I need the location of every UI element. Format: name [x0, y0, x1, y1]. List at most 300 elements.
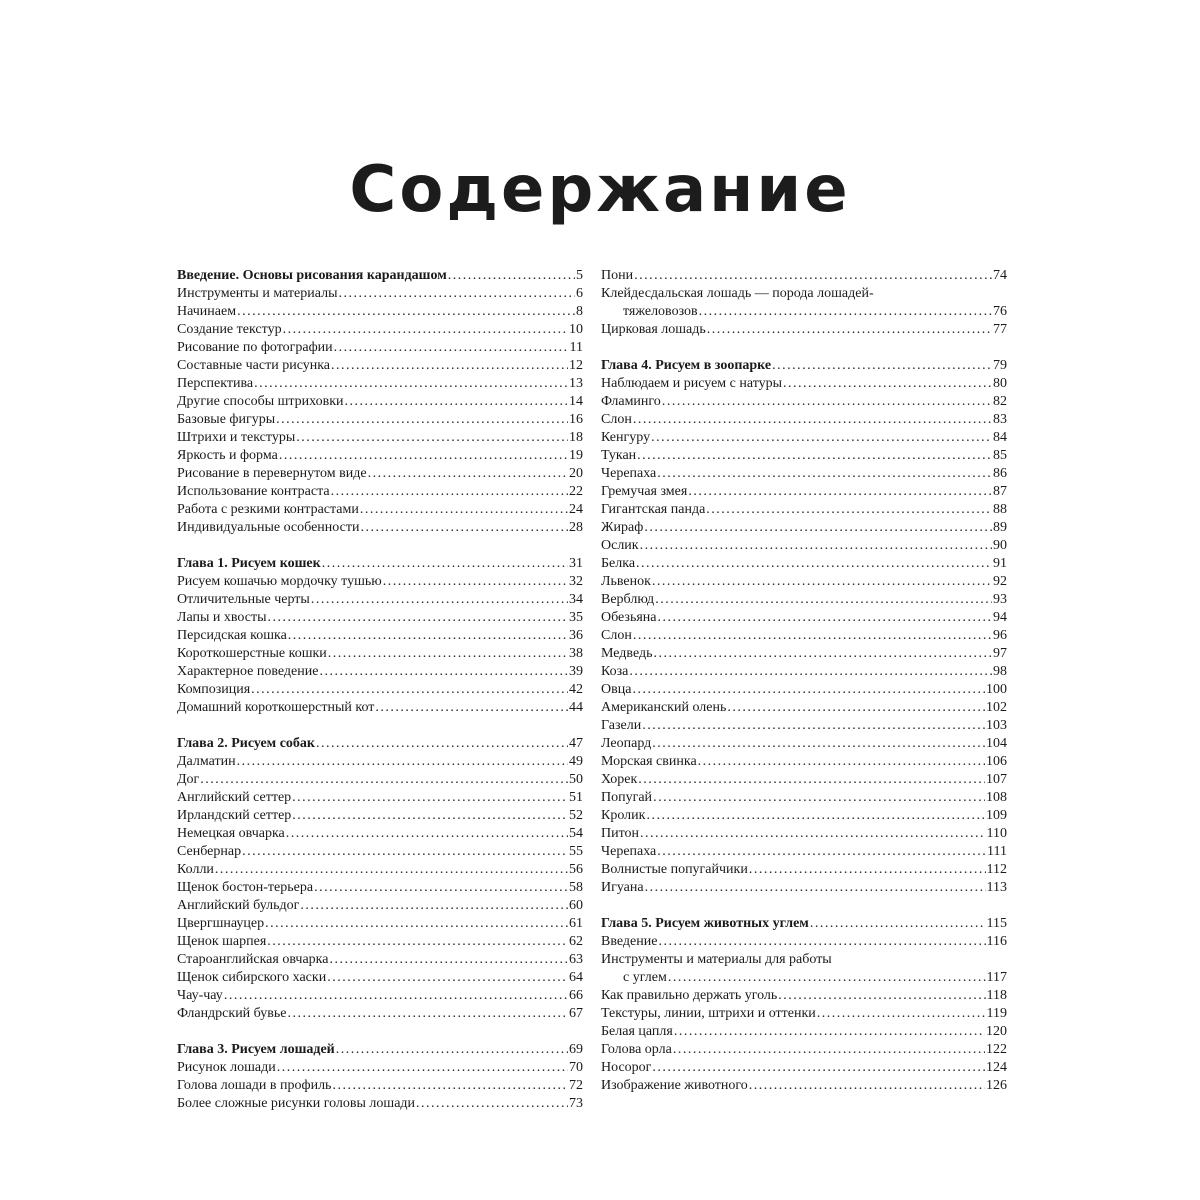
toc-section	[601, 357, 1007, 897]
toc-entry[interactable]	[601, 771, 1007, 789]
toc-entry-label: Текстуры, линии, штрихи и оттенки	[601, 1006, 816, 1021]
toc-entry[interactable]	[601, 1077, 1007, 1095]
toc-entry[interactable]	[601, 1005, 1007, 1023]
toc-entry[interactable]	[601, 717, 1007, 735]
toc-entry-label: Английский сеттер	[177, 790, 292, 805]
toc-leader-dots	[336, 1041, 568, 1059]
toc-page-number: 11	[569, 340, 583, 355]
toc-entry[interactable]	[177, 807, 583, 825]
toc-leader-dots	[331, 483, 568, 501]
toc-page-number: 74	[993, 268, 1007, 283]
toc-entry-label: Рисунок лошади	[177, 1060, 276, 1075]
toc-leader-dots	[817, 1005, 986, 1023]
toc-entry[interactable]	[177, 285, 583, 303]
toc-entry[interactable]	[177, 879, 583, 897]
toc-entry-label: Белка	[601, 556, 636, 571]
toc-page-number: 120	[986, 1024, 1007, 1039]
toc-entry[interactable]	[601, 987, 1007, 1005]
toc-page-number: 49	[569, 754, 583, 769]
toc-entry[interactable]	[177, 1077, 583, 1095]
toc-entry[interactable]	[177, 915, 583, 933]
toc-page-number: 89	[993, 520, 1007, 535]
toc-page-number: 110	[986, 826, 1007, 841]
toc-entry[interactable]	[601, 375, 1007, 393]
toc-page-number: 35	[569, 610, 583, 625]
toc-entry-label: Цирковая лошадь	[601, 322, 706, 337]
toc-right-column	[601, 267, 1007, 1113]
toc-entry[interactable]	[601, 663, 1007, 681]
page-title: Содержание	[349, 153, 851, 227]
toc-entry-label: Цвергшнауцер	[177, 916, 265, 931]
toc-leader-dots	[657, 465, 992, 483]
toc-entry-label: Глава 3. Рисуем лошадей	[177, 1042, 335, 1057]
toc-leader-dots	[360, 501, 568, 519]
toc-leader-dots	[658, 609, 993, 627]
toc-entry[interactable]	[177, 681, 583, 699]
toc-leader-dots	[633, 627, 992, 645]
toc-entry-label: Как правильно держать уголь	[601, 988, 778, 1003]
toc-entry[interactable]	[177, 987, 583, 1005]
toc-page-number: 56	[569, 862, 583, 877]
toc-page-number: 50	[569, 772, 583, 787]
toc-entry-label: Далматин	[177, 754, 236, 769]
toc-entry-label: Щенок шарпея	[177, 934, 267, 949]
toc-page-number: 112	[986, 862, 1007, 877]
toc-entry[interactable]	[177, 519, 583, 537]
toc-entry[interactable]	[177, 357, 583, 375]
toc-page-number: 102	[986, 700, 1007, 715]
toc-entry[interactable]	[177, 339, 583, 357]
toc-entry[interactable]	[601, 465, 1007, 483]
toc-entry[interactable]	[601, 789, 1007, 807]
toc-leader-dots	[311, 591, 568, 609]
toc-entry[interactable]	[177, 951, 583, 969]
toc-leader-dots	[200, 771, 568, 789]
toc-page-number: 103	[986, 718, 1007, 733]
toc-entry-label: Индивидуальные особенности	[177, 520, 360, 535]
toc-leader-dots	[673, 1041, 985, 1059]
toc-page-number: 88	[993, 502, 1007, 517]
toc-entry-label: Глава 5. Рисуем животных углем	[601, 916, 809, 931]
toc-chapter-entry[interactable]	[177, 267, 583, 285]
toc-entry[interactable]	[177, 969, 583, 987]
toc-leader-dots	[698, 753, 985, 771]
toc-entry[interactable]	[177, 429, 583, 447]
toc-page-number: 44	[569, 700, 583, 715]
toc-page-number: 93	[993, 592, 1007, 607]
toc-leader-dots	[652, 1059, 985, 1077]
toc-entry-label: Клейдесдальская лошадь — порода лошадей-	[601, 286, 874, 301]
toc-leader-dots	[634, 267, 992, 285]
toc-entry[interactable]	[601, 429, 1007, 447]
toc-entry[interactable]	[177, 699, 583, 717]
toc-entry-label: Базовые фигуры	[177, 412, 276, 427]
toc-page-number: 62	[569, 934, 583, 949]
toc-leader-dots	[268, 609, 568, 627]
toc-page-number: 63	[569, 952, 583, 967]
toc-entry-label: Английский бульдог	[177, 898, 300, 913]
toc-entry-label: Композиция	[177, 682, 251, 697]
toc-leader-dots	[286, 825, 568, 843]
toc-entry[interactable]	[601, 501, 1007, 519]
toc-page-number: 86	[993, 466, 1007, 481]
toc-entry[interactable]	[601, 933, 1007, 951]
toc-entry-label: Носорог	[601, 1060, 652, 1075]
toc-entry[interactable]	[601, 681, 1007, 699]
toc-entry-label: Немецкая овчарка	[177, 826, 285, 841]
toc-entry-label: Гремучая змея	[601, 484, 688, 499]
toc-section	[601, 915, 1007, 1095]
toc-page-number: 42	[569, 682, 583, 697]
toc-leader-dots	[783, 375, 992, 393]
toc-leader-dots	[652, 573, 992, 591]
toc-section	[177, 735, 583, 1023]
toc-leader-dots	[662, 393, 992, 411]
toc-entry[interactable]	[601, 591, 1007, 609]
toc-entry[interactable]	[177, 573, 583, 591]
toc-entry-label: Колли	[177, 862, 214, 877]
toc-leader-dots	[345, 393, 568, 411]
toc-page-number: 116	[986, 934, 1007, 949]
toc-page-number: 10	[569, 322, 583, 337]
toc-entry-label: Кролик	[601, 808, 646, 823]
toc-entry[interactable]	[177, 897, 583, 915]
toc-leader-dots	[322, 555, 568, 573]
toc-left-column	[177, 267, 583, 1131]
toc-entry[interactable]	[177, 843, 583, 861]
toc-leader-dots	[645, 879, 986, 897]
toc-leader-dots	[339, 285, 576, 303]
toc-page-number: 119	[986, 1006, 1007, 1021]
toc-page-number: 38	[569, 646, 583, 661]
toc-entry[interactable]	[601, 879, 1007, 897]
toc-leader-dots	[727, 699, 985, 717]
toc-entry[interactable]	[177, 465, 583, 483]
toc-entry-label: Ирландский сеттер	[177, 808, 292, 823]
toc-entry-label: Обезьяна	[601, 610, 657, 625]
toc-page-number: 83	[993, 412, 1007, 427]
toc-entry[interactable]	[601, 447, 1007, 465]
toc-page-number: 92	[993, 574, 1007, 589]
toc-entry-label: Короткошерстные кошки	[177, 646, 327, 661]
toc-entry-label: Тукан	[601, 448, 637, 463]
toc-entry[interactable]	[177, 609, 583, 627]
toc-entry[interactable]	[601, 825, 1007, 843]
toc-leader-dots	[653, 789, 985, 807]
toc-leader-dots	[772, 357, 992, 375]
toc-page-number: 13	[569, 376, 583, 391]
toc-page-number: 5	[576, 268, 583, 283]
toc-leader-dots	[640, 537, 992, 555]
toc-page-number: 6	[576, 286, 583, 301]
toc-leader-dots	[368, 465, 568, 483]
toc-page-number: 18	[569, 430, 583, 445]
toc-page-number: 20	[569, 466, 583, 481]
toc-leader-dots	[215, 861, 568, 879]
toc-entry-label: Более сложные рисунки головы лошади	[177, 1096, 416, 1111]
toc-entry[interactable]	[177, 645, 583, 663]
toc-entry-label: Чау-чау	[177, 988, 223, 1003]
toc-page-number: 51	[569, 790, 583, 805]
toc-leader-dots	[331, 357, 568, 375]
toc-entry-label: Питон	[601, 826, 640, 841]
toc-entry[interactable]	[601, 267, 1007, 285]
toc-entry-label: Игуана	[601, 880, 644, 895]
toc-page-number: 126	[986, 1078, 1007, 1093]
toc-entry-label: Морская свинка	[601, 754, 697, 769]
toc-leader-dots	[640, 825, 985, 843]
toc-page-number: 109	[986, 808, 1007, 823]
toc-entry[interactable]	[601, 393, 1007, 411]
toc-entry[interactable]	[177, 789, 583, 807]
toc-entry[interactable]	[601, 537, 1007, 555]
toc-entry[interactable]	[177, 447, 583, 465]
toc-page-number: 69	[569, 1042, 583, 1057]
toc-entry[interactable]	[601, 555, 1007, 573]
toc-page-number: 117	[986, 970, 1007, 985]
toc-entry[interactable]	[601, 1041, 1007, 1059]
toc-page-number: 107	[986, 772, 1007, 787]
toc-entry[interactable]	[177, 663, 583, 681]
toc-page-number: 90	[993, 538, 1007, 553]
toc-entry[interactable]	[601, 843, 1007, 861]
toc-entry-label: Староанглийская овчарка	[177, 952, 329, 967]
toc-entry-label: Фламинго	[601, 394, 661, 409]
toc-entry[interactable]	[601, 861, 1007, 879]
toc-entry-label: Белая цапля	[601, 1024, 673, 1039]
toc-leader-dots	[688, 483, 992, 501]
toc-entry[interactable]	[601, 735, 1007, 753]
toc-leader-dots	[651, 429, 992, 447]
toc-page-number: 104	[986, 736, 1007, 751]
toc-entry-label: Черепаха	[601, 844, 657, 859]
toc-page-number: 36	[569, 628, 583, 643]
toc-page-number: 60	[569, 898, 583, 913]
toc-leader-dots	[749, 861, 986, 879]
toc-chapter-entry[interactable]	[177, 735, 583, 753]
toc-leader-dots	[448, 267, 575, 285]
toc-entry[interactable]	[601, 969, 1007, 987]
toc-leader-dots	[655, 591, 992, 609]
toc-page-number: 76	[993, 304, 1007, 319]
toc-entry[interactable]	[177, 303, 583, 321]
toc-entry[interactable]	[177, 627, 583, 645]
toc-page-number: 118	[986, 988, 1007, 1003]
toc-leader-dots	[242, 843, 568, 861]
toc-section	[601, 267, 1007, 339]
toc-page-number: 66	[569, 988, 583, 1003]
toc-entry[interactable]	[601, 951, 1007, 969]
toc-entry-label: Другие способы штриховки	[177, 394, 344, 409]
toc-page-number: 22	[569, 484, 583, 499]
toc-page-number: 54	[569, 826, 583, 841]
toc-entry-label: Щенок сибирского хаски	[177, 970, 327, 985]
toc-entry[interactable]	[177, 393, 583, 411]
toc-entry[interactable]	[177, 501, 583, 519]
toc-entry-label: Жираф	[601, 520, 644, 535]
toc-entry[interactable]	[601, 753, 1007, 771]
toc-leader-dots	[254, 375, 568, 393]
toc-leader-dots	[329, 951, 568, 969]
toc-page-number: 67	[569, 1006, 583, 1021]
toc-chapter-entry[interactable]	[177, 1041, 583, 1059]
toc-entry-label: Изображение животного	[601, 1078, 748, 1093]
toc-entry[interactable]	[601, 483, 1007, 501]
toc-page-number: 47	[569, 736, 583, 751]
toc-entry[interactable]	[601, 699, 1007, 717]
toc-entry-label: Создание текстур	[177, 322, 282, 337]
toc-entry[interactable]	[177, 771, 583, 789]
toc-leader-dots	[636, 555, 992, 573]
toc-page-number: 85	[993, 448, 1007, 463]
toc-entry-label: Медведь	[601, 646, 653, 661]
toc-entry[interactable]	[177, 825, 583, 843]
toc-entry[interactable]	[177, 861, 583, 879]
toc-page-number: 28	[569, 520, 583, 535]
toc-leader-dots	[316, 735, 568, 753]
toc-page-number: 82	[993, 394, 1007, 409]
toc-page-number: 16	[569, 412, 583, 427]
toc-page-number: 108	[986, 790, 1007, 805]
toc-leader-dots	[668, 969, 986, 987]
toc-page-number: 34	[569, 592, 583, 607]
toc-entry-label: Рисование по фотографии	[177, 340, 333, 355]
toc-leader-dots	[778, 987, 985, 1005]
toc-leader-dots	[632, 681, 985, 699]
toc-page-number: 96	[993, 628, 1007, 643]
toc-section	[177, 1041, 583, 1113]
toc-leader-dots	[277, 1059, 568, 1077]
toc-entry-label: Работа с резкими контрастами	[177, 502, 359, 517]
toc-entry-label: с углем	[623, 970, 667, 985]
toc-entry[interactable]	[177, 591, 583, 609]
toc-leader-dots	[644, 519, 992, 537]
toc-page-number: 72	[569, 1078, 583, 1093]
toc-leader-dots	[416, 1095, 568, 1113]
toc-entry-label: Перспектива	[177, 376, 254, 391]
toc-entry[interactable]	[177, 375, 583, 393]
toc-leader-dots	[749, 1077, 985, 1095]
toc-page-number: 87	[993, 484, 1007, 499]
toc-page-number: 94	[993, 610, 1007, 625]
toc-entry-label: Отличительные черты	[177, 592, 310, 607]
toc-leader-dots	[707, 321, 992, 339]
toc-entry-label: Фландрский бувье	[177, 1006, 287, 1021]
toc-entry-label: Пони	[601, 268, 634, 283]
toc-entry[interactable]	[601, 1059, 1007, 1077]
toc-page-number: 98	[993, 664, 1007, 679]
toc-leader-dots	[224, 987, 568, 1005]
toc-page-number: 77	[993, 322, 1007, 337]
toc-leader-dots	[276, 411, 568, 429]
toc-page-number: 61	[569, 916, 583, 931]
toc-entry-label: Сенбернар	[177, 844, 242, 859]
toc-entry-label: Наблюдаем и рисуем с натуры	[601, 376, 783, 391]
toc-page-number: 32	[569, 574, 583, 589]
toc-chapter-entry[interactable]	[177, 555, 583, 573]
toc-page-number: 122	[986, 1042, 1007, 1057]
toc-page-number: 64	[569, 970, 583, 985]
toc-leader-dots	[334, 339, 569, 357]
toc-entry-label: Коза	[601, 664, 629, 679]
toc-entry-label: Введение. Основы рисования карандашом	[177, 268, 447, 283]
toc-entry-label: Дог	[177, 772, 200, 787]
toc-entry[interactable]	[601, 645, 1007, 663]
toc-entry-label: Использование контраста	[177, 484, 330, 499]
toc-chapter-entry[interactable]	[601, 915, 1007, 933]
toc-section	[177, 267, 583, 537]
toc-page-number: 14	[569, 394, 583, 409]
toc-entry[interactable]	[601, 609, 1007, 627]
toc-entry[interactable]	[601, 285, 1007, 303]
toc-entry-label: Хорек	[601, 772, 638, 787]
toc-entry[interactable]	[177, 1005, 583, 1023]
toc-leader-dots	[646, 807, 985, 825]
toc-leader-dots	[292, 789, 568, 807]
toc-entry-label: Овца	[601, 682, 632, 697]
toc-chapter-entry[interactable]	[601, 357, 1007, 375]
toc-entry-label: Штрихи и текстуры	[177, 430, 296, 445]
toc-entry[interactable]	[177, 483, 583, 501]
toc-leader-dots	[328, 645, 568, 663]
toc-entry[interactable]	[601, 1023, 1007, 1041]
toc-page-number: 39	[569, 664, 583, 679]
toc-entry[interactable]	[601, 573, 1007, 591]
toc-entry-label: Леопард	[601, 736, 652, 751]
toc-leader-dots	[287, 1005, 568, 1023]
toc-page-number: 24	[569, 502, 583, 517]
toc-entry[interactable]	[601, 807, 1007, 825]
toc-entry[interactable]	[177, 411, 583, 429]
toc-leader-dots	[332, 1077, 568, 1095]
toc-page-number: 52	[569, 808, 583, 823]
toc-entry-label: Слон	[601, 628, 632, 643]
toc-entry-label: Лапы и хвосты	[177, 610, 267, 625]
toc-leader-dots	[267, 933, 568, 951]
toc-leader-dots	[314, 879, 568, 897]
toc-entry[interactable]	[601, 411, 1007, 429]
toc-entry[interactable]	[177, 1059, 583, 1077]
toc-entry[interactable]	[601, 303, 1007, 321]
toc-page-number: 91	[993, 556, 1007, 571]
toc-entry-label: Рисуем кошачью мордочку тушью	[177, 574, 382, 589]
toc-entry[interactable]	[601, 519, 1007, 537]
toc-leader-dots	[810, 915, 986, 933]
toc-leader-dots	[300, 897, 568, 915]
toc-page-number: 79	[993, 358, 1007, 373]
toc-leader-dots	[237, 303, 575, 321]
toc-entry[interactable]	[177, 1095, 583, 1113]
toc-entry-label: Щенок бостон-терьера	[177, 880, 314, 895]
toc-entry[interactable]	[177, 321, 583, 339]
toc-page-number: 55	[569, 844, 583, 859]
toc-page-number: 111	[987, 844, 1007, 859]
toc-entry[interactable]	[177, 753, 583, 771]
toc-leader-dots	[706, 501, 992, 519]
toc-page-number: 58	[569, 880, 583, 895]
toc-entry[interactable]	[601, 321, 1007, 339]
toc-entry-label: Характерное поведение	[177, 664, 319, 679]
toc-entry-label: Черепаха	[601, 466, 657, 481]
toc-leader-dots	[629, 663, 992, 681]
toc-entry-label: Составные части рисунка	[177, 358, 331, 373]
toc-entry-label: Кенгуру	[601, 430, 651, 445]
toc-entry[interactable]	[177, 933, 583, 951]
toc-entry-label: Попугай	[601, 790, 653, 805]
toc-entry-label: Волнистые попугайчики	[601, 862, 748, 877]
toc-leader-dots	[638, 771, 985, 789]
toc-entry[interactable]	[601, 627, 1007, 645]
